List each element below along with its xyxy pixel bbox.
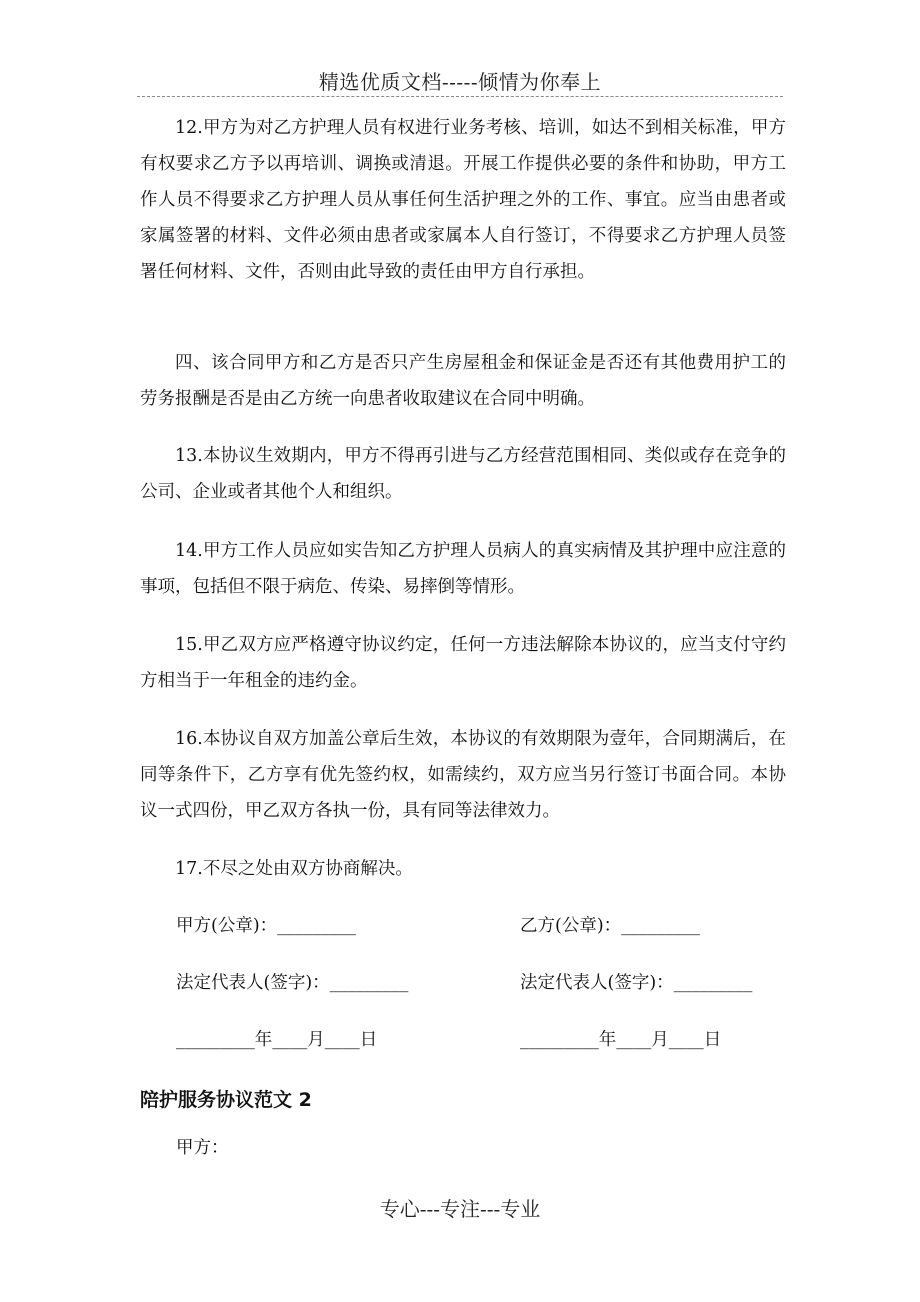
section-2-title: 陪护服务协议范文 2 [140, 1089, 312, 1111]
party-a-date-line: _________年____月____日 [176, 1030, 378, 1050]
clause-15: 15.甲乙双方应严格遵守协议约定，任何一方违法解除本协议的，应当支付守约方相当于一年租金的违约金。 [140, 635, 786, 691]
header-divider [137, 96, 783, 97]
party-a-seal-line: 甲方(公章)：_________ [176, 916, 356, 936]
clause-13: 13.本协议生效期内，甲方不得再引进与乙方经营范围相同、类似或存在竞争的公司、企业或者其他个人和组织。 [140, 446, 786, 502]
party-b-seal-line: 乙方(公章)：_________ [520, 916, 700, 936]
section-2-party-a: 甲方： [176, 1138, 229, 1158]
party-b-representative-line: 法定代表人(签字)：_________ [520, 973, 753, 993]
clause-16: 16.本协议自双方加盖公章后生效，本协议的有效期限为壹年，合同期满后，在同等条件下，乙方享有优先签约权，如需续约，双方应当另行签订书面合同。本协议一式四份，甲乙双方各执一份，具有同等法律效力。 [140, 729, 786, 821]
clause-12: 12.甲方为对乙方护理人员有权进行业务考核、培训，如达不到相关标准，甲方有权要求乙方予以再培训、调换或清退。开展工作提供必要的条件和协助，甲方工作人员不得要求乙方护理人员从事任何生活护理之外的工作、事宜。应当由患者或家属签署的材料、文件必须由患者或家属本人自行签订，不得要求乙方护理人员签署任何材料、文件，否则由此导致的责任由甲方自行承担。 [140, 118, 786, 282]
page-footer: 专心---专注---专业 [379, 1197, 541, 1221]
clause-14: 14.甲方工作人员应如实告知乙方护理人员病人的真实病情及其护理中应注意的事项，包括但不限于病危、传染、易摔倒等情形。 [140, 541, 786, 597]
page-header: 精选优质文档-----倾情为你奉上 [318, 70, 602, 94]
party-a-representative-line: 法定代表人(签字)：_________ [176, 973, 409, 993]
clause-four: 四、该合同甲方和乙方是否只产生房屋租金和保证金是否还有其他费用护工的劳务报酬是否是由乙方统一向患者收取建议在合同中明确。 [140, 353, 786, 409]
party-b-date-line: _________年____月____日 [520, 1030, 722, 1050]
clause-17: 17.不尽之处由双方协商解决。 [175, 859, 413, 879]
